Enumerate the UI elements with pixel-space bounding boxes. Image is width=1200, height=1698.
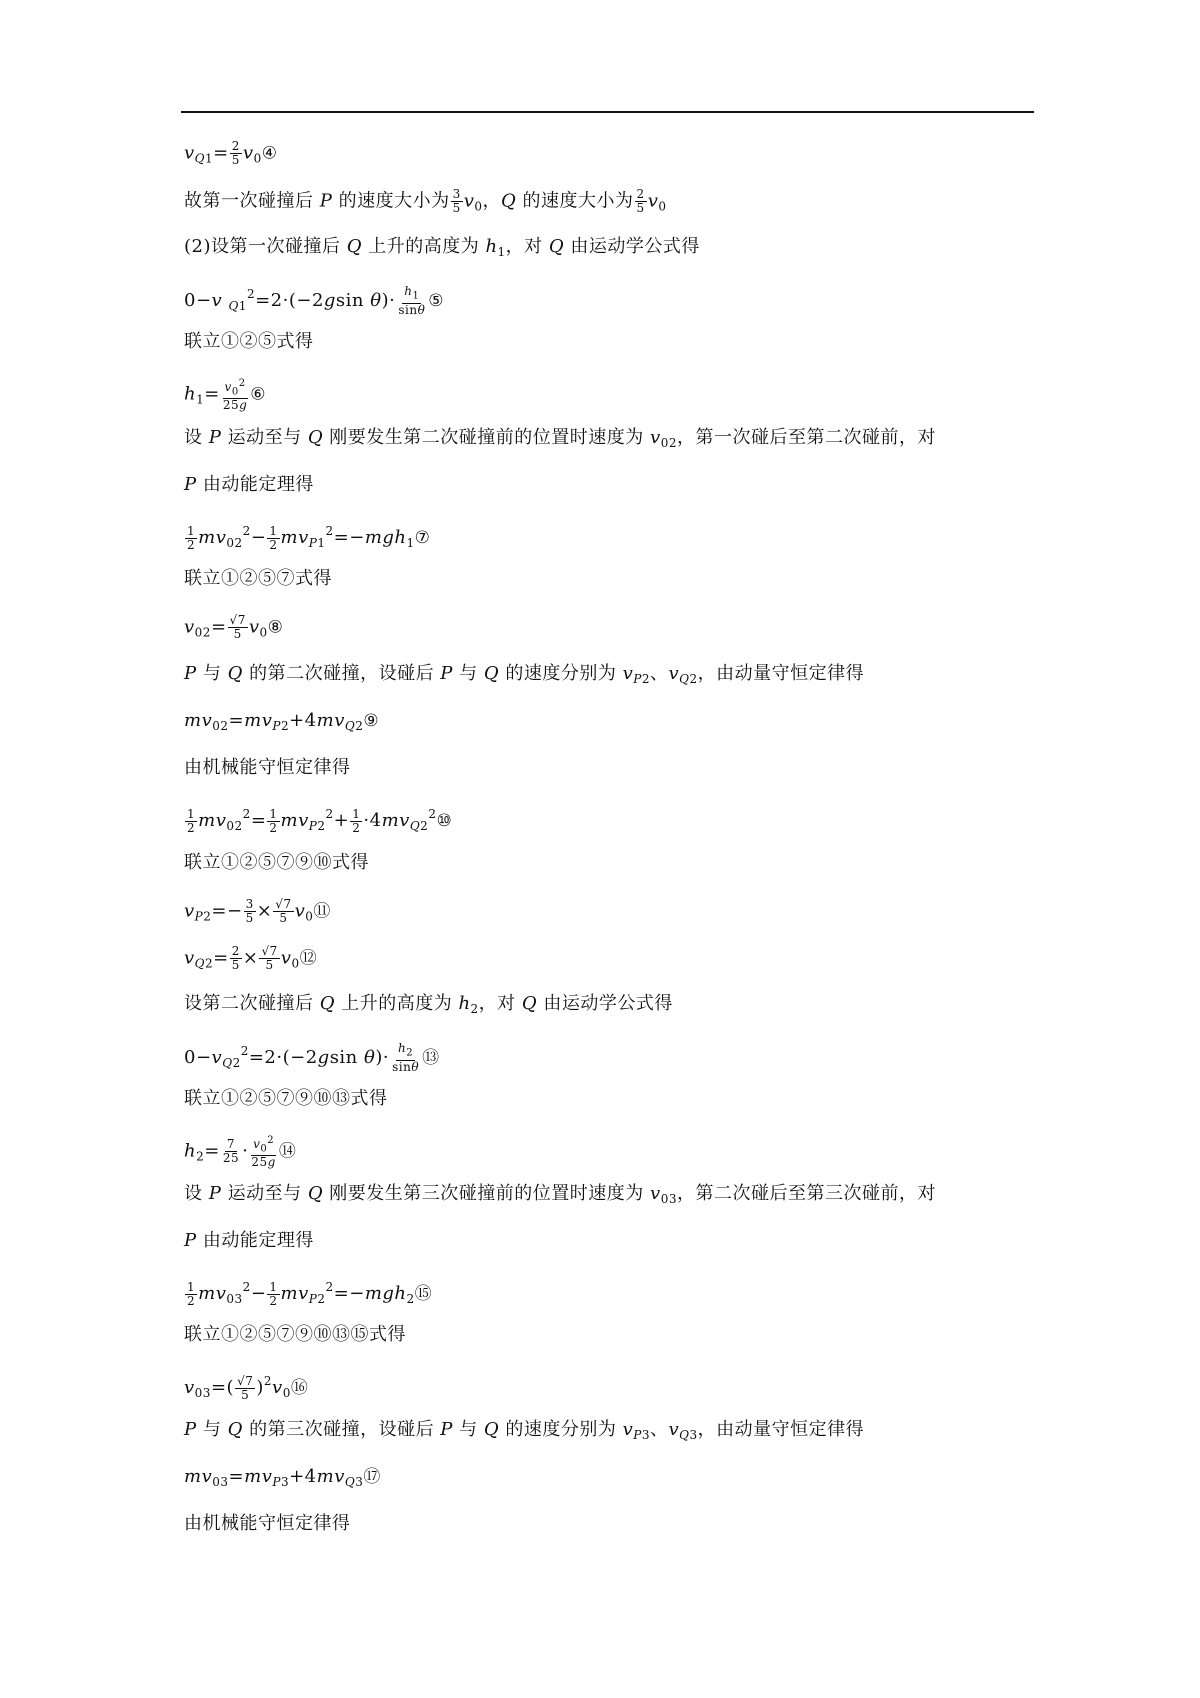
equation-6: $h_1=$ $\frac{v_0^2}{25g}$ ⑥ xyxy=(184,378,267,413)
text-line: 联立①②⑤⑦⑨⑩式得 xyxy=(184,852,369,873)
equation-9: $mv_{02}=mv_{P2}+4mv_{Q2}⑨$ xyxy=(184,710,380,733)
text-line: P 由动能定理得 xyxy=(184,474,314,495)
text-line: 联立①②⑤式得 xyxy=(184,331,314,352)
equation-15: $\frac{1}{2}$ $mv_{03}^2-$ $\frac{1}{2}$ $mv_{P2}^2=-mgh_2⑮$ xyxy=(187,1279,433,1308)
text-line: 联立①②⑤⑦⑨⑩⑬⑮式得 xyxy=(184,1324,406,1345)
equation-10: $\frac{1}{2}$ $mv_{02}^2=$ $\frac{1}{2}$ $mv_{P2}^2+$ $\frac{1}{2}$ $\cdot 4mv_{Q2}^2⑩$ xyxy=(187,806,453,835)
equation-8: $v_{02}=$ $\frac{√7}{5}$ $v_0⑧$ xyxy=(184,613,284,641)
header-rule xyxy=(181,111,1034,113)
equation-12: $v_{Q2}=$ $\frac{2}{5}$ × $\frac{√7}{5}$ $v_0⑫$ xyxy=(184,944,318,972)
text-line: (2)设第一次碰撞后 Q 上升的高度为 $h_1$，对 Q 由运动学公式得 xyxy=(184,236,700,259)
equation-11: $v_{P2}=-$ $\frac{3}{5}$ × $\frac{√7}{5}$ $v_0⑪$ xyxy=(184,897,331,925)
equation-4: $v_{Q1}=$ $\frac{2}{5}$ $v_0④$ xyxy=(184,139,278,167)
equation-7: $\frac{1}{2}$ $mv_{02}^2-$ $\frac{1}{2}$ $mv_{P1}^2=-mgh_1⑦$ xyxy=(187,523,431,552)
text-line: 故第一次碰撞后 P 的速度大小为 $\frac{3}{5}$ $v_0$，Q 的速度大小为 $\frac{2}{5}$ $v_0$ xyxy=(184,187,667,215)
text-line: P 由动能定理得 xyxy=(184,1230,314,1251)
text-line: 由机械能守恒定律得 xyxy=(184,1513,351,1534)
text-line: 联立①②⑤⑦式得 xyxy=(184,568,332,589)
text-line: 由机械能守恒定律得 xyxy=(184,757,351,778)
equation-13: $0-v_{Q2}^2=2\cdot(-2gsin$ θ)· $\frac{h_2}{\sin\theta}$ ⑬ xyxy=(184,1041,440,1074)
text-line: 设 P 运动至与 Q 刚要发生第二次碰撞前的位置时速度为 $v_{02}$，第一次碰后至第二次碰前，对 xyxy=(184,427,936,450)
text-line: 设 P 运动至与 Q 刚要发生第三次碰撞前的位置时速度为 $v_{03}$，第二次碰后至第三次碰前，对 xyxy=(184,1183,936,1206)
equation-14: $h_2=$ $\frac{7}{25}$ · $\frac{v_0^2}{25g}$ ⑭ xyxy=(184,1135,297,1170)
equation-16: $v_{03}=$( $\frac{√7}{5}$ )$^2v_0⑯$ xyxy=(184,1373,309,1402)
equation-17: $mv_{03}=mv_{P3}+4mv_{Q3}⑰$ xyxy=(184,1466,381,1489)
text-line: P 与 Q 的第三次碰撞，设碰后 P 与 Q 的速度分别为 $v_{P3}$、$v_{Q3}$，由动量守恒定律得 xyxy=(184,1419,865,1442)
text-line: P 与 Q 的第二次碰撞，设碰后 P 与 Q 的速度分别为 $v_{P2}$、$v_{Q2}$，由动量守恒定律得 xyxy=(184,663,865,686)
text-line: 设第二次碰撞后 Q 上升的高度为 $h_2$，对 Q 由运动学公式得 xyxy=(184,993,673,1016)
text-line: 联立①②⑤⑦⑨⑩⑬式得 xyxy=(184,1088,388,1109)
equation-5: 0−v $_{Q1}^2$=2·(−2gsin θ)· $\frac{h_1}{\sin\theta}$ ⑤ xyxy=(184,284,445,317)
